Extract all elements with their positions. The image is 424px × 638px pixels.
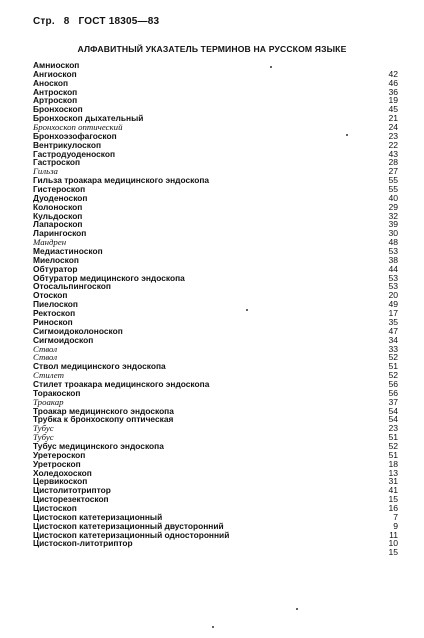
index-term: Ректоскоп — [33, 308, 76, 319]
index-page-number: 17 — [388, 308, 398, 319]
index-page-number: 30 — [388, 228, 398, 239]
index-entry — [33, 185, 398, 194]
index-term: Гильза — [33, 166, 58, 177]
index-page-number: 7 — [393, 511, 398, 522]
index-page-number: 38 — [388, 254, 398, 265]
index-term: Ангиоскоп — [33, 68, 77, 79]
index-term: Уретроскоп — [33, 458, 81, 469]
index-page-number: 21 — [388, 113, 398, 124]
index-page-number: 15 — [388, 547, 398, 558]
index-page-number: 18 — [388, 458, 398, 469]
index-entry — [33, 220, 398, 229]
index-page-number: 27 — [388, 166, 398, 177]
index-page-number: 52 — [388, 352, 398, 363]
index-term: Цистоскоп катетеризационный двусторонний — [33, 520, 224, 531]
index-entry — [33, 291, 398, 300]
index-term: Амниоскоп — [33, 60, 80, 70]
index-page-number: 52 — [388, 440, 398, 451]
index-term: Дуоденоскоп — [33, 192, 88, 203]
index-entry — [33, 424, 398, 433]
index-term: Обтуратор — [33, 263, 78, 274]
print-speck — [296, 608, 298, 610]
index-term: Цисторезектоскоп — [33, 494, 109, 505]
index-term: Ларингоскоп — [33, 228, 87, 239]
index-term: Сигмоидоколоноскоп — [33, 325, 123, 336]
index-term: Мандрен — [33, 237, 67, 248]
page-header — [33, 16, 165, 27]
index-page-number: 32 — [388, 210, 398, 221]
index-term: Отосальпингоскоп — [33, 281, 111, 292]
index-term: Обтуратор медицинского эндоскопа — [33, 272, 185, 283]
index-page-number: 20 — [388, 290, 398, 301]
index-page-number: 55 — [388, 175, 398, 186]
index-title: АЛФАВИТНЫЙ УКАЗАТЕЛЬ ТЕРМИНОВ НА РУССКОМ ЯЗЫКЕ — [77, 44, 347, 54]
index-entry — [33, 61, 398, 70]
index-page-number: 24 — [388, 122, 398, 133]
index-page-number: 28 — [388, 157, 398, 168]
index-term: Троакар медицинского эндоскопа — [33, 405, 174, 416]
index-term: Цистоскоп — [33, 502, 77, 513]
index-term: Ствол — [33, 343, 58, 354]
index-entry — [33, 309, 398, 318]
index-page-number: 54 — [388, 414, 398, 425]
index-term: Бронхоскоп дыхательный — [33, 113, 144, 124]
index-entry — [33, 495, 398, 504]
index-term: Бронхоскоп — [33, 104, 83, 115]
index-entry — [33, 88, 398, 97]
index-entry — [33, 362, 398, 371]
index-term: Сигмоидоскоп — [33, 334, 94, 345]
index-term: Тубус — [33, 432, 54, 443]
index-term: Стилет — [33, 370, 64, 381]
index-page-number: 9 — [393, 520, 398, 531]
index-page-number: 53 — [388, 281, 398, 292]
header-standard: ГОСТ 18305—83 — [78, 16, 160, 27]
index-term: Бронхоскоп оптический — [33, 122, 123, 133]
index-term: Гистероскоп — [33, 184, 86, 195]
index-entry — [33, 389, 398, 398]
index-term: Гильза троакара медицинского эндоскопа — [33, 175, 210, 186]
index-entry — [33, 150, 398, 159]
index-page-number: 52 — [388, 370, 398, 381]
index-term: Гастродуоденоскоп — [33, 148, 115, 159]
header-page-number: 8 — [63, 16, 70, 27]
index-page-number: 49 — [388, 299, 398, 310]
index-term: Медиастиноскоп — [33, 246, 103, 257]
index-term: Вентрикулоскоп — [33, 139, 101, 150]
index-term: Лапароскоп — [33, 219, 83, 230]
index-entry — [33, 415, 398, 424]
index-term: Отоскоп — [33, 290, 68, 301]
index-entry — [33, 158, 398, 167]
index-page-number: 40 — [388, 192, 398, 203]
index-page-number: 23 — [388, 423, 398, 434]
index-page-number: 51 — [388, 449, 398, 460]
index-term: Колоноскоп — [33, 201, 83, 212]
index-page-number: 53 — [388, 272, 398, 283]
index-entry — [33, 229, 398, 238]
index-entry — [33, 345, 398, 354]
index-page-number: 11 — [389, 529, 398, 540]
index-page-number: 16 — [388, 502, 398, 513]
index-term: Гастроскоп — [33, 157, 81, 168]
index-page-number: 56 — [388, 378, 398, 389]
index-entry — [33, 79, 398, 88]
index-page-number: 35 — [388, 316, 398, 327]
index-page-number: 36 — [388, 86, 398, 97]
index-term: Цервикоскоп — [33, 476, 88, 487]
index-page-number: 31 — [388, 476, 398, 487]
index-term: Миелоскоп — [33, 254, 79, 265]
index-page-number: 44 — [388, 263, 398, 274]
index-page-number: 45 — [388, 104, 398, 115]
index-term: Ствол — [33, 352, 58, 363]
index-entry — [33, 539, 398, 548]
index-page-number: 29 — [388, 201, 398, 212]
index-term: Ствол медицинского эндоскопа — [33, 361, 166, 372]
index-term: Цистолитотриптор — [33, 485, 111, 496]
index-page-number: 42 — [388, 68, 398, 79]
index-page-number: 46 — [388, 77, 398, 88]
index-term: Торакоскоп — [33, 387, 81, 398]
index-term: Кульдоскоп — [33, 210, 83, 221]
index-term: Холедохоскоп — [33, 467, 92, 478]
index-entry — [33, 300, 398, 309]
index-term: Цистоскоп катетеризационный — [33, 511, 163, 522]
index-entry — [33, 70, 398, 79]
index-page-number: 22 — [388, 139, 398, 150]
index-page-number: 39 — [388, 219, 398, 230]
index-term: Цистоскоп-литотриптор — [33, 538, 133, 549]
index-entry — [33, 176, 398, 185]
index-term: Антроскоп — [33, 86, 78, 97]
index-page-number: 13 — [388, 467, 398, 478]
index-page-number: 10 — [388, 538, 398, 549]
index-entry — [33, 469, 398, 478]
index-term: Стилет троакара медицинского эндоскопа — [33, 378, 210, 389]
index-entry — [33, 548, 398, 557]
index-term: Риноскоп — [33, 316, 73, 327]
index-page-number: 34 — [388, 334, 398, 345]
index-entry — [33, 203, 398, 212]
index-page-number: 15 — [388, 494, 398, 505]
index-term: Уретероскоп — [33, 449, 86, 460]
print-speck — [346, 134, 348, 136]
index-page-number: 56 — [388, 387, 398, 398]
index-term: Тубус — [33, 423, 54, 434]
index-entry — [33, 194, 398, 203]
index-page-number: 23 — [388, 130, 398, 141]
index-page-number: 55 — [388, 184, 398, 195]
index-term: Троакар — [33, 396, 64, 407]
index-page-number: 51 — [388, 361, 398, 372]
index-page-number: 33 — [388, 343, 398, 354]
index-entry — [33, 442, 398, 451]
index-entry — [33, 96, 398, 105]
index-entry — [33, 451, 398, 460]
index-page-number: 51 — [388, 432, 398, 443]
index-page-number: 48 — [388, 237, 398, 248]
header-prefix: Стр. — [33, 16, 55, 27]
index-page-number: 43 — [388, 148, 398, 159]
index-entry — [33, 380, 398, 389]
index-entry — [33, 256, 398, 265]
index-page-number: 47 — [388, 325, 398, 336]
index-term: Пиелоскоп — [33, 299, 78, 310]
index-page-number: 54 — [388, 405, 398, 416]
index-term: Тубус медицинского эндоскопа — [33, 440, 164, 451]
index-term: Трубка к бронхоскопу оптическая — [33, 414, 174, 425]
index-term: Бронхоэзофагоскоп — [33, 130, 117, 141]
index-page-number: 19 — [388, 95, 398, 106]
index-entry — [33, 336, 398, 345]
print-speck — [212, 626, 214, 628]
index-term: Аноскоп — [33, 77, 69, 88]
index-page-number: 53 — [388, 246, 398, 257]
print-speck — [246, 309, 248, 311]
index-term: Цистоскоп катетеризационный односторонний — [33, 529, 230, 540]
alphabetical-index — [33, 61, 398, 557]
index-page-number: 37 — [388, 396, 398, 407]
index-term: Артроскоп — [33, 95, 78, 106]
index-entry — [33, 282, 398, 291]
index-entry — [33, 247, 398, 256]
index-page-number: 41 — [388, 485, 398, 496]
index-entry — [33, 212, 398, 221]
print-speck — [270, 66, 272, 68]
